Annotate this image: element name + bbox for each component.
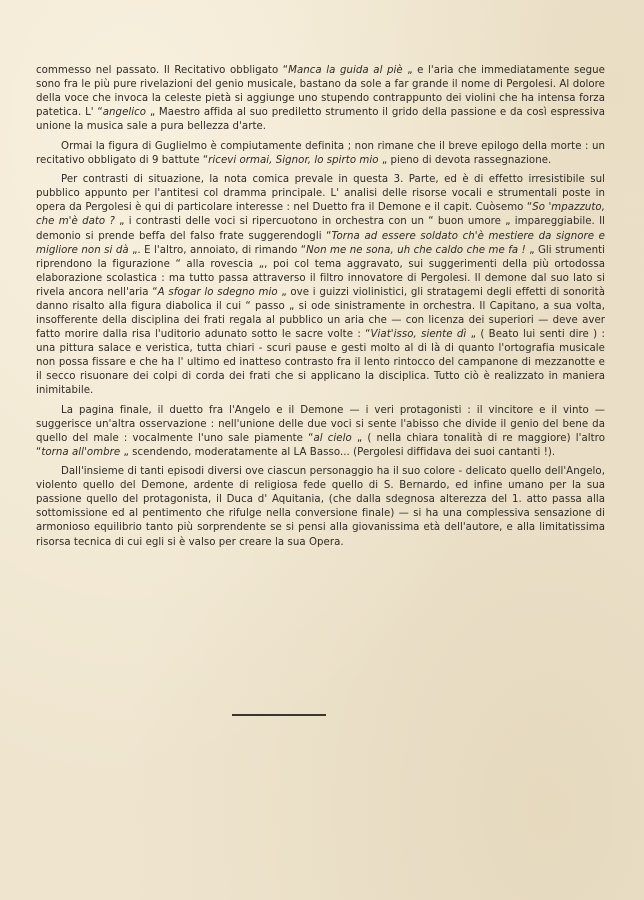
paragraph-insieme xyxy=(36,465,605,549)
text-run: „ i contrasti delle voci si ripercuotono in orchestra con un “ buon umore „ impareggiabile. Il demonio si prende beffa del falso frate suggerendogli “ xyxy=(36,216,606,242)
paragraph-guglielmo xyxy=(36,140,605,168)
text-run: „ pieno di devota rassegnazione. xyxy=(378,154,552,166)
text-run: „. E l'altro, annoiato, di rimando “ xyxy=(128,244,307,256)
italic-quote: al cielo xyxy=(313,432,352,444)
text-run: commesso nel passato. Il Recitativo obbligato “ xyxy=(36,65,289,76)
text-run: „ Gli strumenti riprendono la figurazione “ alla rovescia „, poi col tema aggravato, sui suggerimenti della più ortodossa elaborazione scolastica : ma tutto passa attraverso il filtro innovatore di Pergolesi. Il demone dal suo lato si rivela ancora nell'aria “ xyxy=(36,244,605,298)
italic-quote: angelico xyxy=(102,107,147,119)
paragraph-contrasti xyxy=(36,173,605,398)
paragraph-recitativo xyxy=(36,64,605,134)
italic-quote: Torna ad essere soldato ch'è mestiere da signore e migliore non si dà xyxy=(36,230,605,256)
italic-quote: So 'mpazzuto, che m'è dato ? xyxy=(36,202,605,228)
text-run: „ ( Beato lui senti dire ) : una pittura salace e veristica, tutta chiari - scuri pause e gesti molto al di là di quanto l'ortografia musicale non possa fissare e che ha l' ultimo ed inatteso contrasto fra il lento rintocco del campanone di mezzanotte e il secco risuonare dei colpi di corda dei frati che si applicano la disciplica. Tutto ciò è realizzato in maniera inimitabile. xyxy=(36,328,606,397)
italic-quote: torna all'ombre xyxy=(41,446,121,458)
text-run: Per contrasti di situazione, la nota comica prevale in questa 3. Parte, ed è di effetto irresistibile sul pubblico appunto per l'antitesi col dramma principale. L' analisi delle risorse vocali e strumentali poste in opera da Pergolesi è qui di particolare interesse : nel Duetto fra il Demone e il capit. Cuòsemo “ xyxy=(36,174,605,214)
italic-quote: Viat'isso, siente dì xyxy=(370,328,467,340)
text-run: La pagina finale, il duetto fra l'Angelo e il Demone — i veri protagonisti : il vincitore e il vinto — suggerisce un'altra osservazione : nell'unione delle due voci si sente l'abisso che divide il genio del bene da quello del male : vocalmente l'uno sale piamente “ xyxy=(36,404,605,444)
text-run: „ ( nella chiara tonalità di re maggiore) l'altro “ xyxy=(36,432,605,458)
paragraph-pagina-finale xyxy=(36,404,605,460)
text-run: Ormai la figura di Guglielmo è compiutamente definita ; non rimane che il breve epilogo della morte : un recitativo obbligato di 9 battute “ xyxy=(36,140,605,166)
text-run: „ e l'aria che immediatamente segue sono fra le più pure rivelazioni del genio musicale, bastano da sole a far grande il nome di Pergolesi. Al dolore della voce che invoca la celeste pietà si aggiunge uno stupendo contrappunto dei violini che ha intensa forza patetica. L' “ xyxy=(36,65,605,119)
italic-quote: A sfogar lo sdegno mio xyxy=(157,286,278,298)
italic-quote: ricevi ormai, Signor, lo spirto mio xyxy=(208,154,379,166)
text-run: Dall'insieme di tanti episodi diversi ove ciascun personaggio ha il suo colore - delicato quello dell'Angelo, violento quello del Demone, ardente di religiosa fede quello di S. Bernardo, ed infine umano per la sua passione quello del protagonista, il Duca d' Aquitania, (che dalla sdegnosa alterezza del 1. atto passa alla sottomissione ed al pentimento che rifulge nella conversione finale) — si ha una complessiva sensazione di armonioso equilibrio tanto più sorprendente se si pensi alla giovanissima età dell'autore, e alla limitatissima risorsa tecnica di cui egli si è valso per creare la sua Opera. xyxy=(36,466,605,548)
closing-rule-divider xyxy=(232,714,326,716)
italic-quote: Manca la guida al piè xyxy=(288,65,403,76)
text-run: „ Maestro affida al suo prediletto strumento il grido della passione e da così espressiva unione la musica sale a pura bellezza d'arte. xyxy=(36,107,605,133)
text-run: „ scendendo, moderatamente al LA Basso... (Pergolesi diffidava dei suoi cantanti !). xyxy=(120,446,556,458)
italic-quote: Non me ne sona, uh che caldo che me fa ! xyxy=(306,244,526,256)
body-text xyxy=(36,64,605,555)
text-run: „ ove i guizzi violinistici, gli stratagemi degli effetti di sonorità danno risalto alla figura diabolica il cui “ passo „ si ode sinistramente in orchestra. Il Capitano, a sua volta, insofferente della disciplina dei frati regala al pubblico un aria che — con licenza dei superiori — deve aver fatto morire dalla risa l'uditorio adunato sotto le sacre volte : “ xyxy=(36,286,606,340)
